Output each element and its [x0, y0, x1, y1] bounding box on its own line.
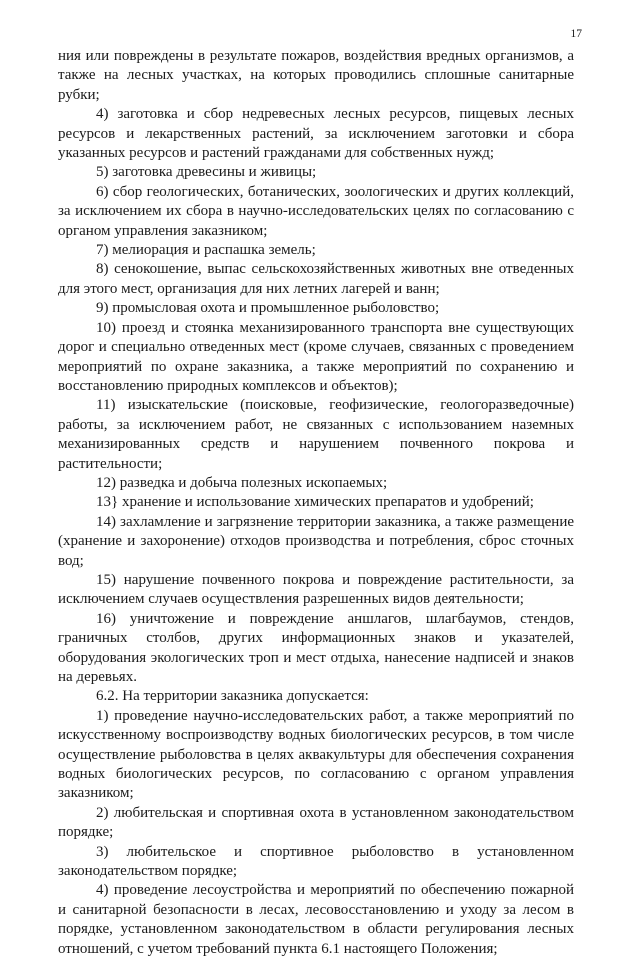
list-item-6: 6) сбор геологических, ботанических, зоологических и других коллекций, за исключением их сбора в научно-исследовательских целях по согласованию с органом управления заказником;: [58, 183, 574, 239]
allowed-item-2: 2) любительская и спортивная охота в установленном законодательством порядке;: [58, 804, 574, 841]
allowed-item-3: 3) любительское и спортивное рыболовство в установленном законодательством порядке;: [58, 843, 574, 880]
list-item-14: 14) захламление и загрязнение территории заказника, а также размещение (хранение и захоронение) отходов производства и потребления, сброс сточных вод;: [58, 513, 574, 569]
list-item-5: 5) заготовка древесины и живицы;: [96, 164, 317, 181]
list-item-8: 8) сенокошение, выпас сельскохозяйственных животных вне отведенных для этого мест, организация для них летних лагерей и ванн;: [58, 261, 574, 297]
section-heading-6-2: 6.2. На территории заказника допускается:: [96, 688, 369, 705]
list-item-9: 9) промысловая охота и промышленное рыболовство;: [96, 300, 440, 317]
list-item-4: 4) заготовка и сбор недревесных лесных ресурсов, пищевых лесных ресурсов и лекарственных растений, за исключением заготовки и сбора указанных ресурсов и растений гражданами для собственных нужд;: [58, 106, 574, 162]
list-item-11: 11) изыскательские (поисковые, геофизические, геологоразведочные) работы, за исключением работ, не связанных с использованием наземных механизированных средств и нарушением почвенного покрова и растительности;: [58, 397, 574, 472]
allowed-item-4: 4) проведение лесоустройства и мероприятий по обеспечению пожарной и санитарной безопасности в лесах, лесовосстановлению и уходу за лесом в порядке, установленном законодательством в области регулирования лесных отношений, с учетом требований пункта 6.1 настоящего Положения;: [58, 882, 574, 957]
paragraph-continuation: ния или повреждены в результате пожаров, воздействия вредных организмов, а также на лесных участках, на которых проводились сплошные санитарные рубки;: [58, 48, 574, 103]
document-body: [58, 47, 574, 959]
list-item-10: 10) проезд и стоянка механизированного транспорта вне существующих дорог и специально отведенных мест (кроме случаев, связанных с проведением мероприятий по охране заказника, а также мероприятий по сохранению и восстановлению природных комплексов и объектов);: [58, 319, 574, 394]
list-item-13: 13} хранение и использование химических препаратов и удобрений;: [96, 494, 534, 511]
list-item-12: 12) разведка и добыча полезных ископаемых;: [96, 474, 388, 491]
list-item-16: 16) уничтожение и повреждение аншлагов, шлагбаумов, стендов, граничных столбов, других информационных знаков и указателей, оборудования экологических троп и мест отдыха, нанесение надписей и знаков на деревьях.: [58, 610, 574, 685]
list-item-7: 7) мелиорация и распашка земель;: [96, 242, 316, 259]
allowed-item-1: 1) проведение научно-исследовательских работ, а также мероприятий по искусственному воспроизводству водных биологических ресурсов, в том числе осуществление рыболовства в целях аквакультуры для обеспечения сохранения водных биологических ресурсов, по согласованию с органом управления заказником;: [58, 707, 574, 802]
page-number: 17: [570, 28, 582, 40]
list-item-15: 15) нарушение почвенного покрова и повреждение растительности, за исключением случаев осуществления разрешенных видов деятельности;: [58, 571, 574, 608]
